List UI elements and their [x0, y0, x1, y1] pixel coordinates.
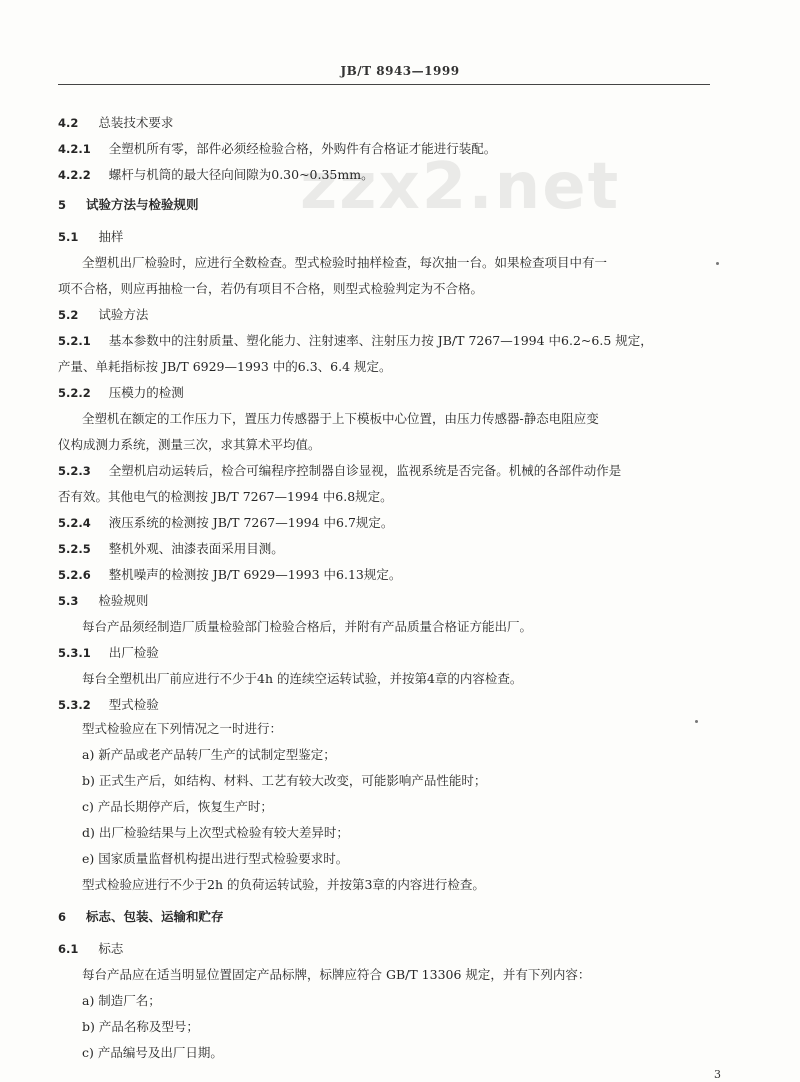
paragraph-line [82, 798, 273, 816]
clause-number: 5.2 [58, 308, 79, 322]
clause-text: 整机噪声的检测按 JB/T 6929—1993 中6.13规定。 [108, 567, 402, 582]
paragraph-line [58, 488, 393, 506]
paragraph-line [82, 1044, 223, 1062]
clause-text: 型式检验应在下列情况之一时进行： [82, 721, 283, 736]
paragraph-line [82, 876, 485, 894]
clause-number: 5.3.1 [58, 646, 91, 660]
clause-text: 每台产品应在适当明显位置固定产品标牌，标牌应符合 GB/T 13306 规定，并有下列内容： [82, 967, 591, 982]
clause-line [58, 306, 148, 324]
clause-text: 液压系统的检测按 JB/T 7267—1994 中6.7规定。 [108, 515, 394, 530]
clause-number: 5.2.1 [58, 334, 91, 348]
watermark-text: zzx2.net [300, 150, 621, 224]
clause-text: 全塑机在额定的工作压力下，置压力传感器于上下模板中心位置，由压力传感器-静态电阻应变 [82, 411, 599, 426]
standard-number-header: JB/T 8943—1999 [340, 64, 460, 78]
clause-line [58, 514, 393, 532]
clause-text: 型式检验应进行不少于2h 的负荷运转试验，并按第3章的内容进行检查。 [82, 877, 485, 892]
paragraph-line [82, 850, 348, 868]
clause-line [58, 140, 496, 158]
clause-text: a) 新产品或老产品转厂生产的试制定型鉴定； [82, 747, 336, 762]
clause-line [58, 908, 224, 926]
paragraph-line [82, 618, 532, 636]
paragraph-line [82, 720, 282, 738]
clause-text: e) 国家质量监督机构提出进行型式检验要求时。 [82, 851, 349, 866]
clause-text: 抽样 [98, 229, 124, 244]
clause-line [58, 462, 621, 480]
paragraph-line [82, 772, 486, 790]
header-divider [58, 84, 710, 85]
scan-speck [716, 262, 719, 265]
clause-text: 产量、单耗指标按 JB/T 6929—1993 中的6.3、6.4 规定。 [58, 359, 392, 374]
paragraph-line [82, 746, 336, 764]
paragraph-line [58, 436, 321, 454]
clause-text: 总装技术要求 [98, 115, 174, 130]
clause-line [58, 644, 159, 662]
clause-text: 每台产品须经制造厂质量检验部门检验合格后，并附有产品质量合格证方能出厂。 [82, 619, 533, 634]
paragraph-line [82, 1018, 199, 1036]
paragraph-line [82, 824, 349, 842]
clause-text: 出厂检验 [108, 645, 159, 660]
clause-text: 试验方法 [98, 307, 149, 322]
clause-text: c) 产品编号及出厂日期。 [82, 1045, 223, 1060]
clause-number: 5.3 [58, 594, 79, 608]
clause-line [58, 940, 123, 958]
paragraph-line [82, 254, 607, 272]
paragraph-line [82, 992, 161, 1010]
clause-text: 全塑机所有零，部件必须经检验合格，外购件有合格证才能进行装配。 [108, 141, 497, 156]
clause-line [58, 592, 148, 610]
paragraph-line [82, 410, 599, 428]
clause-text: 仪构成测力系统，测量三次，求其算术平均值。 [58, 437, 321, 452]
paragraph-line [82, 670, 522, 688]
clause-text: 全塑机启动运转后，检合可编程序控制器自诊显视，监视系统是否完备。机械的各部件动作是 [108, 463, 622, 478]
clause-line [58, 196, 199, 214]
paragraph-line [58, 280, 483, 298]
clause-line [58, 114, 173, 132]
clause-line [58, 566, 401, 584]
clause-number: 5.2.5 [58, 542, 91, 556]
clause-text: b) 正式生产后，如结构、材料、工艺有较大改变，可能影响产品性能时； [82, 773, 487, 788]
clause-text: 整机外观、油漆表面采用目测。 [108, 541, 284, 556]
clause-number: 4.2.1 [58, 142, 91, 156]
clause-text: 试验方法与检验规则 [86, 197, 199, 212]
clause-number: 5.2.3 [58, 464, 91, 478]
paragraph-line [58, 358, 392, 376]
clause-text: 型式检验 [108, 697, 159, 712]
clause-number: 5 [58, 198, 67, 212]
clause-line [58, 332, 653, 350]
clause-line [58, 696, 159, 714]
scan-speck [695, 720, 698, 723]
clause-text: 项不合格，则应再抽检一台，若仍有项目不合格，则型式检验判定为不合格。 [58, 281, 484, 296]
clause-line [58, 540, 284, 558]
clause-text: a) 制造厂名； [82, 993, 161, 1008]
clause-number: 5.1 [58, 230, 79, 244]
clause-text: 基本参数中的注射质量、塑化能力、注射速率、注射压力按 JB/T 7267—1994 中6.2~6.5 规定， [108, 333, 653, 348]
clause-line [58, 166, 374, 184]
clause-number: 6.1 [58, 942, 79, 956]
clause-number: 5.2.4 [58, 516, 91, 530]
page-number: 3 [714, 1068, 721, 1081]
clause-number: 5.2.6 [58, 568, 91, 582]
clause-text: 否有效。其他电气的检测按 JB/T 7267—1994 中6.8规定。 [58, 489, 393, 504]
clause-number: 5.2.2 [58, 386, 91, 400]
clause-number: 4.2 [58, 116, 79, 130]
clause-number: 5.3.2 [58, 698, 91, 712]
clause-number: 6 [58, 910, 67, 924]
clause-line [58, 228, 123, 246]
clause-text: 标志、包装、运输和贮存 [86, 909, 224, 924]
clause-text: 每台全塑机出厂前应进行不少于4h 的连续空运转试验，并按第4章的内容检查。 [82, 671, 523, 686]
clause-text: 标志 [98, 941, 124, 956]
clause-text: 螺杆与机筒的最大径向间隙为0.30~0.35mm。 [108, 167, 374, 182]
clause-number: 4.2.2 [58, 168, 91, 182]
clause-text: 检验规则 [98, 593, 149, 608]
clause-text: b) 产品名称及型号； [82, 1019, 199, 1034]
paragraph-line [82, 966, 590, 984]
clause-text: 全塑机出厂检验时，应进行全数检查。型式检验时抽样检查，每次抽一台。如果检查项目中有一 [82, 255, 608, 270]
clause-text: 压模力的检测 [108, 385, 184, 400]
clause-line [58, 384, 184, 402]
clause-text: d) 出厂检验结果与上次型式检验有较大差异时； [82, 825, 349, 840]
clause-text: c) 产品长期停产后，恢复生产时； [82, 799, 273, 814]
